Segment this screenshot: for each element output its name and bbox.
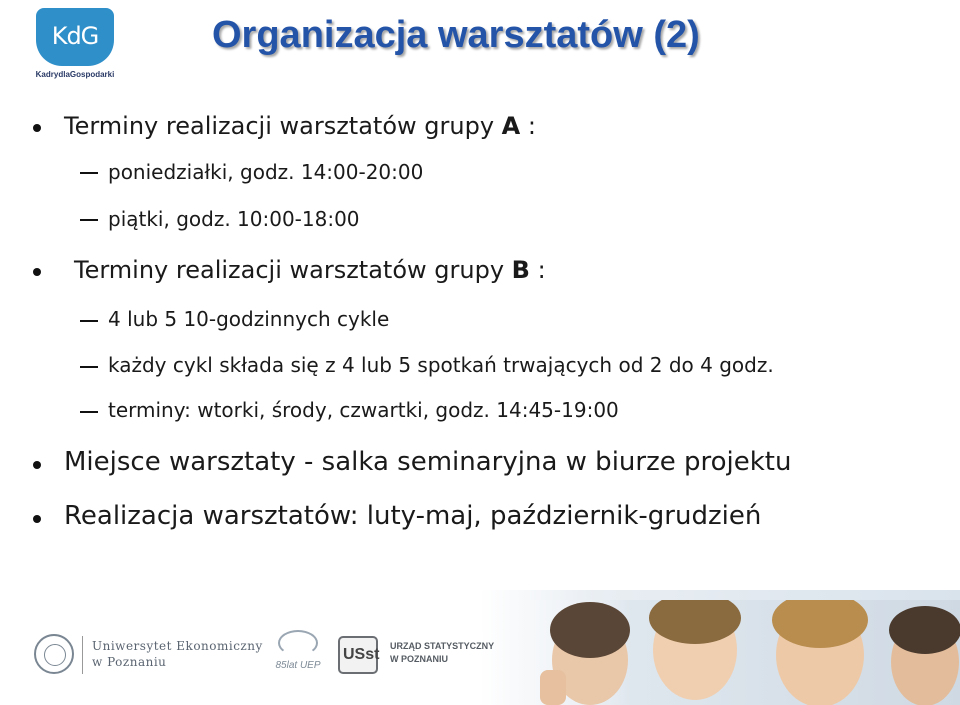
dash-icon [80,320,98,322]
university-name [92,638,263,670]
person-hair [889,606,960,654]
group-a-letter: A [501,112,521,140]
bullet-icon [33,124,41,132]
kdg-logo-text: KdG [51,22,99,50]
workshop-location: Miejsce warsztaty - salka seminaryjna w biurze projektu [64,447,792,477]
footer-divider [82,636,83,674]
group-a-heading [64,112,536,140]
group-a-item: poniedziałki, godz. 14:00-20:00 [108,160,424,184]
slide-title: Organizacja warsztatów (2) [212,14,700,56]
thumb-up-hand [540,670,566,705]
statistics-office-logo-icon [338,636,378,674]
group-b-suffix: : [529,256,546,284]
bullet-icon [33,461,41,469]
seal-center [44,644,66,666]
statistics-office-name-line: URZĄD STATYSTYCZNY [390,641,495,651]
group-b-letter: B [511,256,530,284]
bullet-icon [33,515,41,523]
dash-icon [80,219,98,221]
kdg-logo [30,8,120,88]
workshop-schedule: Realizacja warsztatów: luty-maj, październik-grudzień [64,501,762,531]
group-b-item: każdy cykl składa się z 4 lub 5 spotkań trwających od 2 do 4 godz. [108,353,774,377]
group-b-item: terminy: wtorki, środy, czwartki, godz. 14:45-19:00 [108,398,619,422]
group-b-heading [74,256,546,284]
bullet-icon [33,268,41,276]
statistics-office-name [390,640,494,666]
kdg-logo-caption: KadrydlaGospodarki [35,70,115,79]
dash-icon [80,366,98,368]
statistics-office-name-line: W POZNANIU [390,654,448,664]
dash-icon [80,172,98,174]
university-name-line: Uniwersytet Ekonomiczny [92,639,263,653]
kdg-logo-mark [36,8,114,66]
anniversary-logo [268,630,328,680]
group-b-prefix: Terminy realizacji warsztatów grupy [74,256,512,284]
us-mark-text: USst [343,646,380,663]
team-photo [520,600,960,705]
group-b-item: 4 lub 5 10-godzinnych cykle [108,307,390,331]
university-name-line: w Poznaniu [92,655,167,669]
group-a-item: piątki, godz. 10:00-18:00 [108,207,360,231]
person-hair [550,602,630,658]
group-a-suffix: : [520,112,536,140]
anniversary-mark-icon [278,630,318,656]
group-a-prefix: Terminy realizacji warsztatów grupy [64,112,502,140]
anniversary-text: 85lat UEP [275,660,321,671]
dash-icon [80,411,98,413]
university-seal-icon [34,634,74,674]
